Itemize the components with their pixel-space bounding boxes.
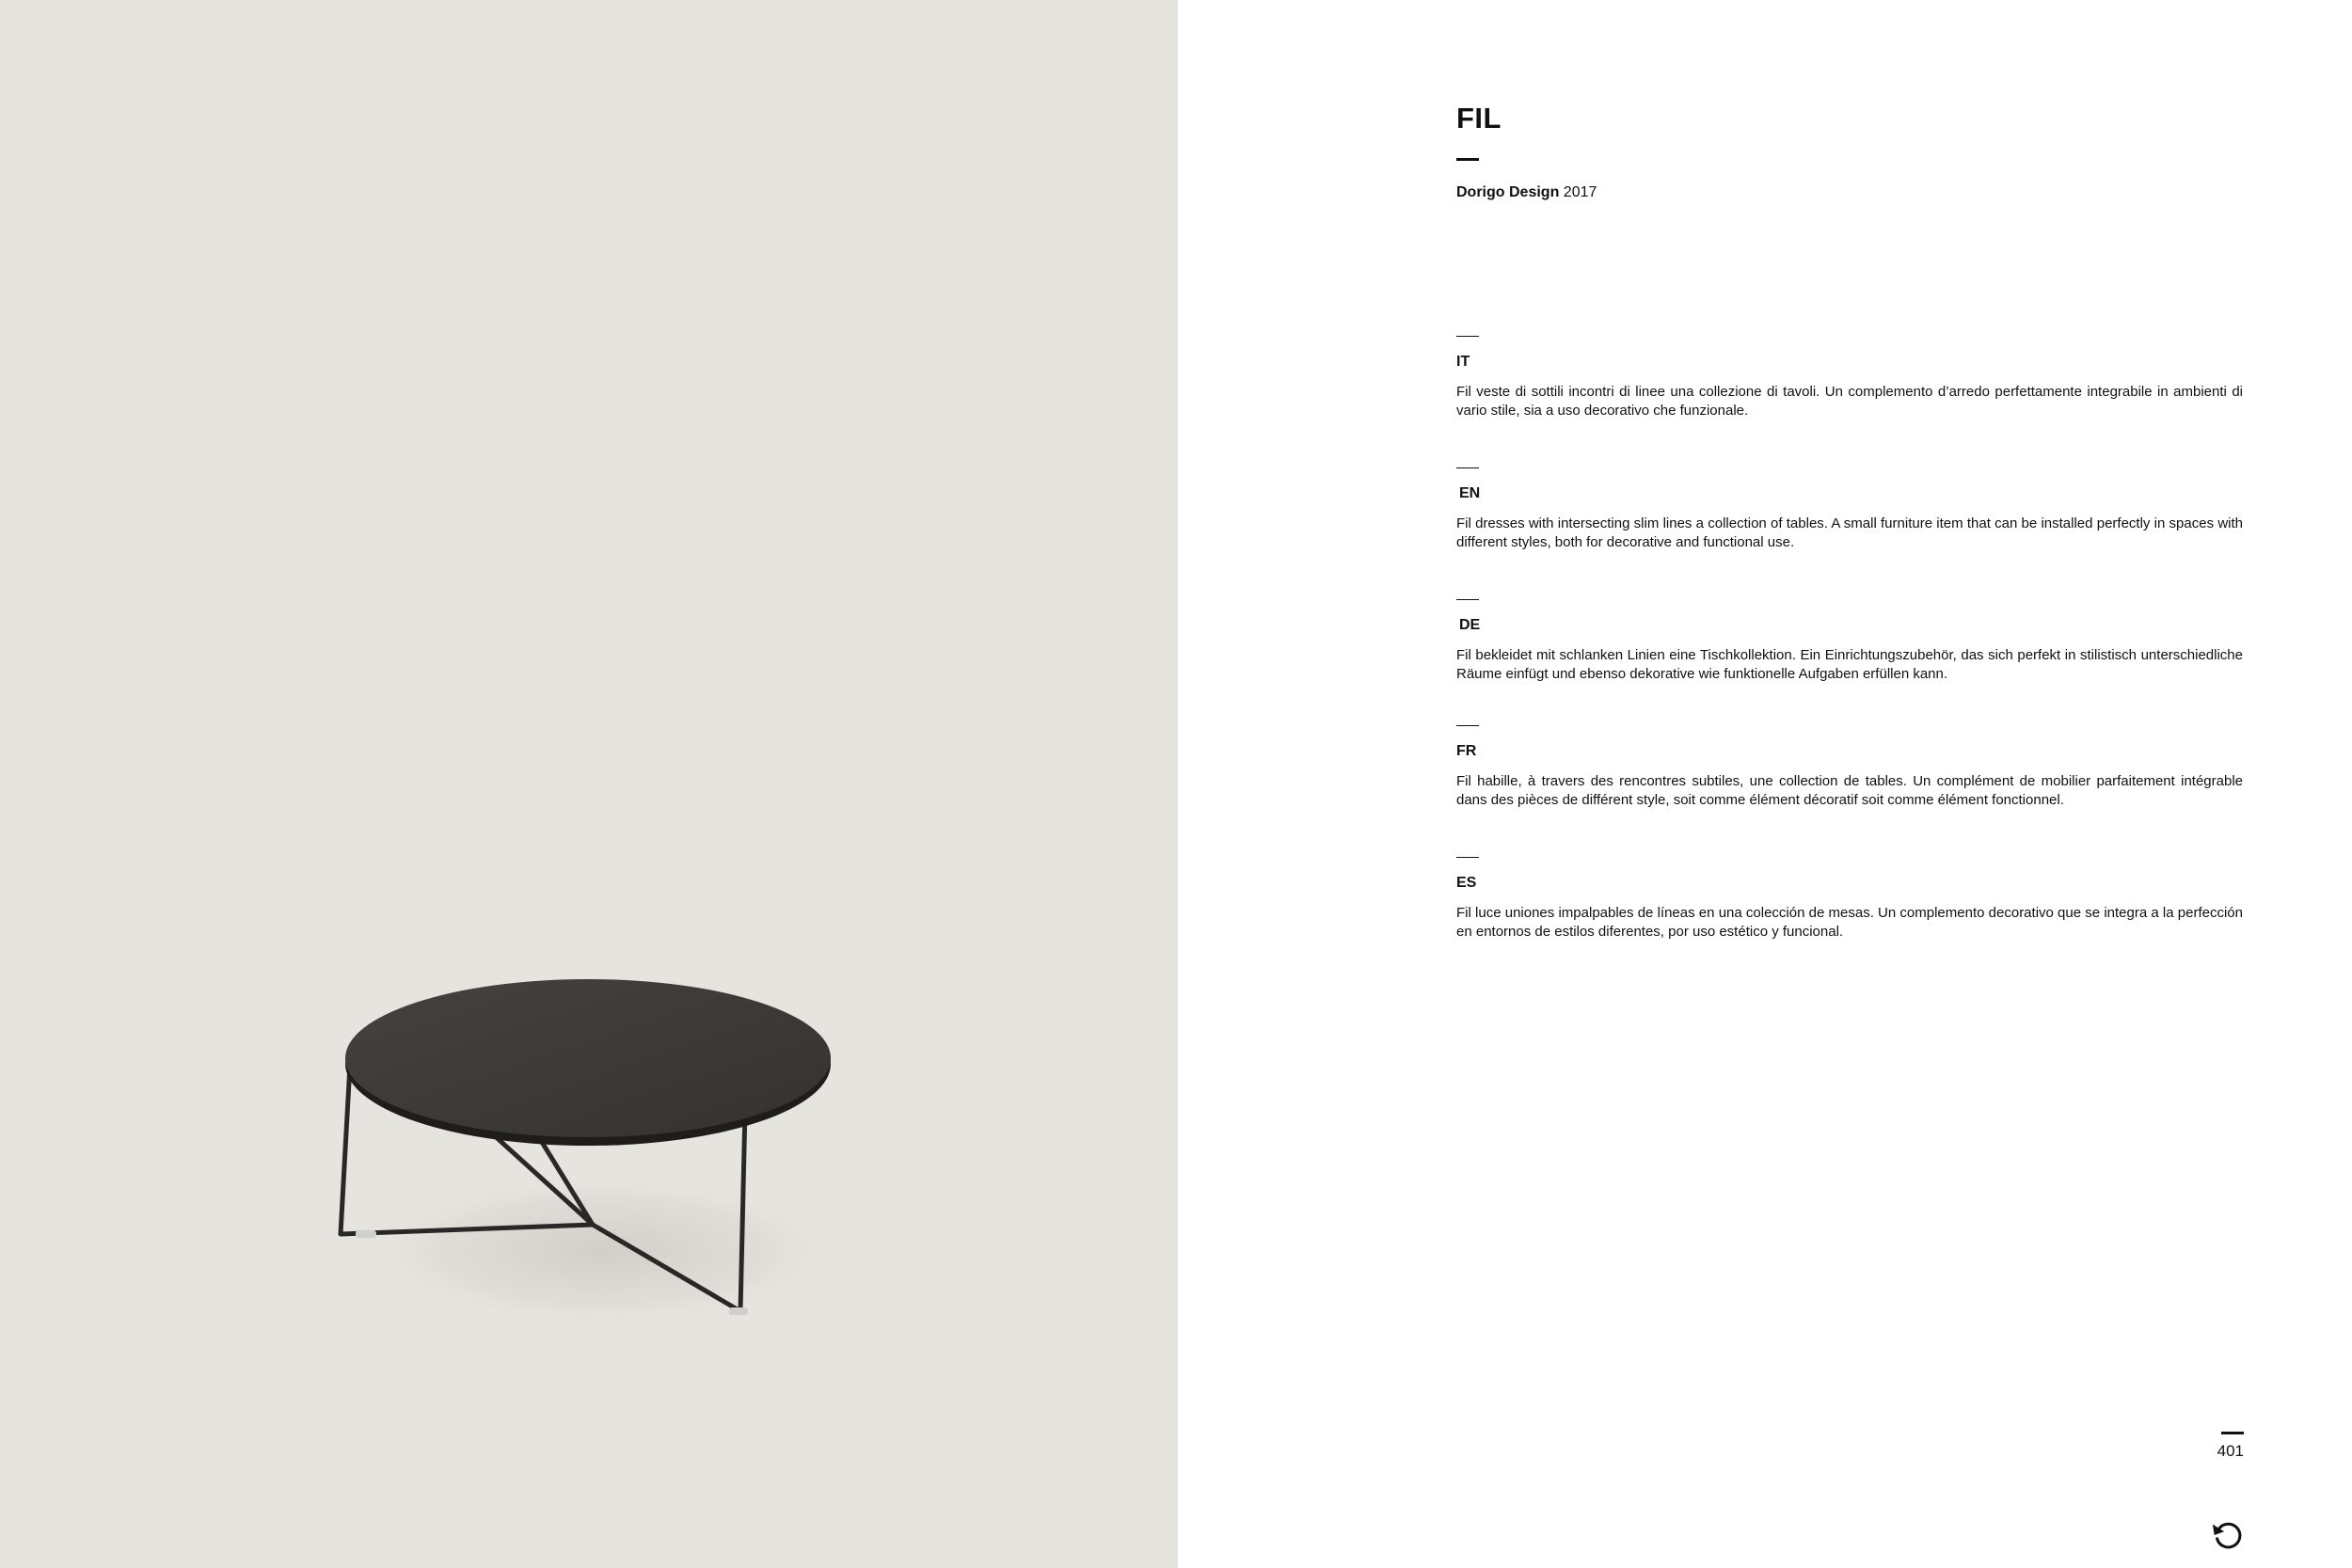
coffee-table-image (320, 969, 866, 1345)
section-divider (1456, 599, 1479, 600)
section-de (1456, 599, 2243, 684)
section-divider (1456, 467, 1479, 468)
designer-name: Dorigo Design (1456, 184, 1560, 200)
section-divider (1456, 725, 1479, 726)
language-code: IT (1456, 354, 1470, 370)
product-title: FIL (1456, 102, 1502, 135)
section-es (1456, 857, 2243, 942)
language-code: ES (1456, 875, 1477, 891)
page-number-divider (2221, 1432, 2244, 1434)
section-it (1456, 336, 2243, 420)
back-button[interactable] (2209, 1516, 2247, 1554)
section-text: Fil bekleidet mit schlanken Linien eine Tischkollektion. Ein Einrichtungszubehör, das sich perfekt in stilistisch unterschiedliche Räume einfügt und ebenso dekorative wie funktionelle Aufgaben erfüllen kann. (1456, 647, 2243, 682)
language-code: DE (1459, 617, 1481, 633)
section-text: Fil veste di sottili incontri di linee una collezione di tavoli. Un complemento d’arredo perfettamente integrabile in ambienti di vario stile, sia a uso decorativo che funzionale. (1456, 384, 2243, 419)
title-divider (1456, 158, 1479, 161)
section-text: Fil luce uniones impalpables de líneas en una colección de mesas. Un complemento decorativo que se integra a la perfección en entornos de estilos diferentes, por uso estético y funcional. (1456, 905, 2243, 940)
designer-credit (1456, 184, 1597, 201)
section-text: Fil habille, à travers des rencontres subtiles, une collection de tables. Un complément de mobilier parfaitement intégrable dans des pièces de différent style, soit comme élément décoratif soit comme élément fonctionnel. (1456, 773, 2243, 808)
section-divider (1456, 857, 1479, 858)
language-code: EN (1459, 485, 1481, 501)
language-code: FR (1456, 743, 1477, 759)
section-en (1456, 467, 2243, 552)
section-text: Fil dresses with intersecting slim lines a collection of tables. A small furniture item that can be installed perfectly in spaces with different styles, both for decorative and functional use. (1456, 515, 2243, 550)
page-number: 401 (2217, 1442, 2244, 1460)
design-year: 2017 (1563, 184, 1597, 200)
section-divider (1456, 336, 1479, 337)
section-fr (1456, 725, 2243, 810)
undo-arrow-icon (2210, 1517, 2246, 1553)
